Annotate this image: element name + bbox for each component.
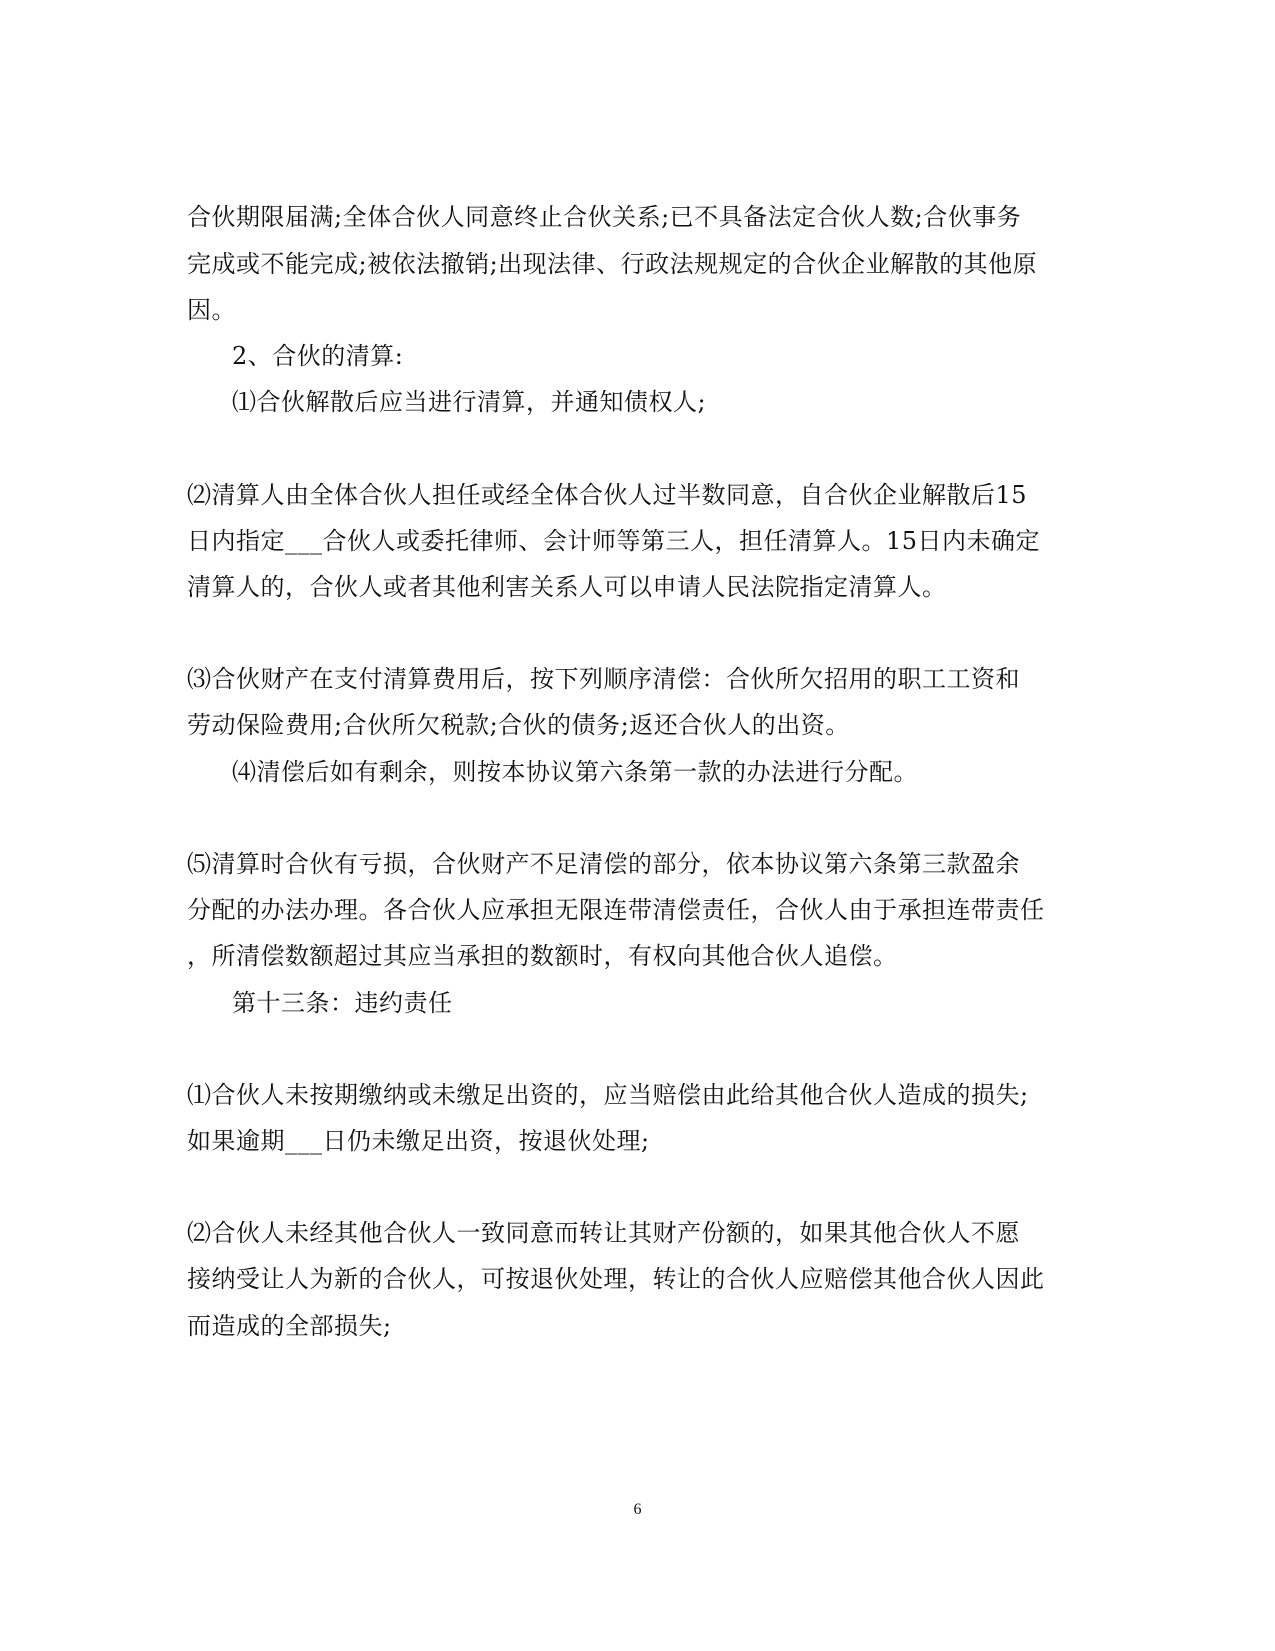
text-line: 因。 <box>187 296 236 324</box>
text-line: ⑸清算时合伙有亏损，合伙财产不足清偿的部分，依本协议第六条第三款盈余 <box>187 850 1020 878</box>
text-line: 合伙期限届满;全体合伙人同意终止合伙关系;已不具备法定合伙人数;合伙事务 <box>187 203 1022 231</box>
text-line: 劳动保险费用;合伙所欠税款;合伙的债务;返还合伙人的出资。 <box>187 711 850 739</box>
text-line: ⑵合伙人未经其他合伙人一致同意而转让其财产份额的，如果其他合伙人不愿 <box>187 1219 1020 1247</box>
text-line: 清算人的，合伙人或者其他利害关系人可以申请人民法院指定清算人。 <box>187 573 947 601</box>
section-heading: 2、合伙的清算: <box>232 342 404 370</box>
text-line: ⑵清算人由全体合伙人担任或经全体合伙人过半数同意，自合伙企业解散后15 <box>187 481 1028 509</box>
text-line: ⑶合伙财产在支付清算费用后，按下列顺序清偿：合伙所欠招用的职工工资和 <box>187 665 1020 693</box>
text-line: 如果逾期___日仍未缴足出资，按退伙处理; <box>187 1127 650 1155</box>
text-line: 日内指定___合伙人或委托律师、会计师等第三人，担任清算人。15日内未确定 <box>187 527 1041 555</box>
page-number: 6 <box>633 1501 642 1518</box>
text-line: ⑷清偿后如有剩余，则按本协议第六条第一款的办法进行分配。 <box>232 758 918 786</box>
text-line: 接纳受让人为新的合伙人，可按退伙处理，转让的合伙人应赔偿其他合伙人因此 <box>187 1265 1045 1293</box>
text-line: 完成或不能完成;被依法撤销;出现法律、行政法规规定的合伙企业解散的其他原 <box>187 250 1038 278</box>
text-line: ⑴合伙解散后应当进行清算，并通知债权人; <box>232 388 707 416</box>
article-heading: 第十三条：违约责任 <box>232 989 453 1017</box>
text-line: 分配的办法办理。各合伙人应承担无限连带清偿责任，合伙人由于承担连带责任 <box>187 896 1045 924</box>
text-line: ，所清偿数额超过其应当承担的数额时，有权向其他合伙人追偿。 <box>187 942 898 970</box>
text-line: ⑴合伙人未按期缴纳或未缴足出资的，应当赔偿由此给其他合伙人造成的损失; <box>187 1081 1029 1109</box>
text-line: 而造成的全部损失; <box>187 1312 392 1340</box>
